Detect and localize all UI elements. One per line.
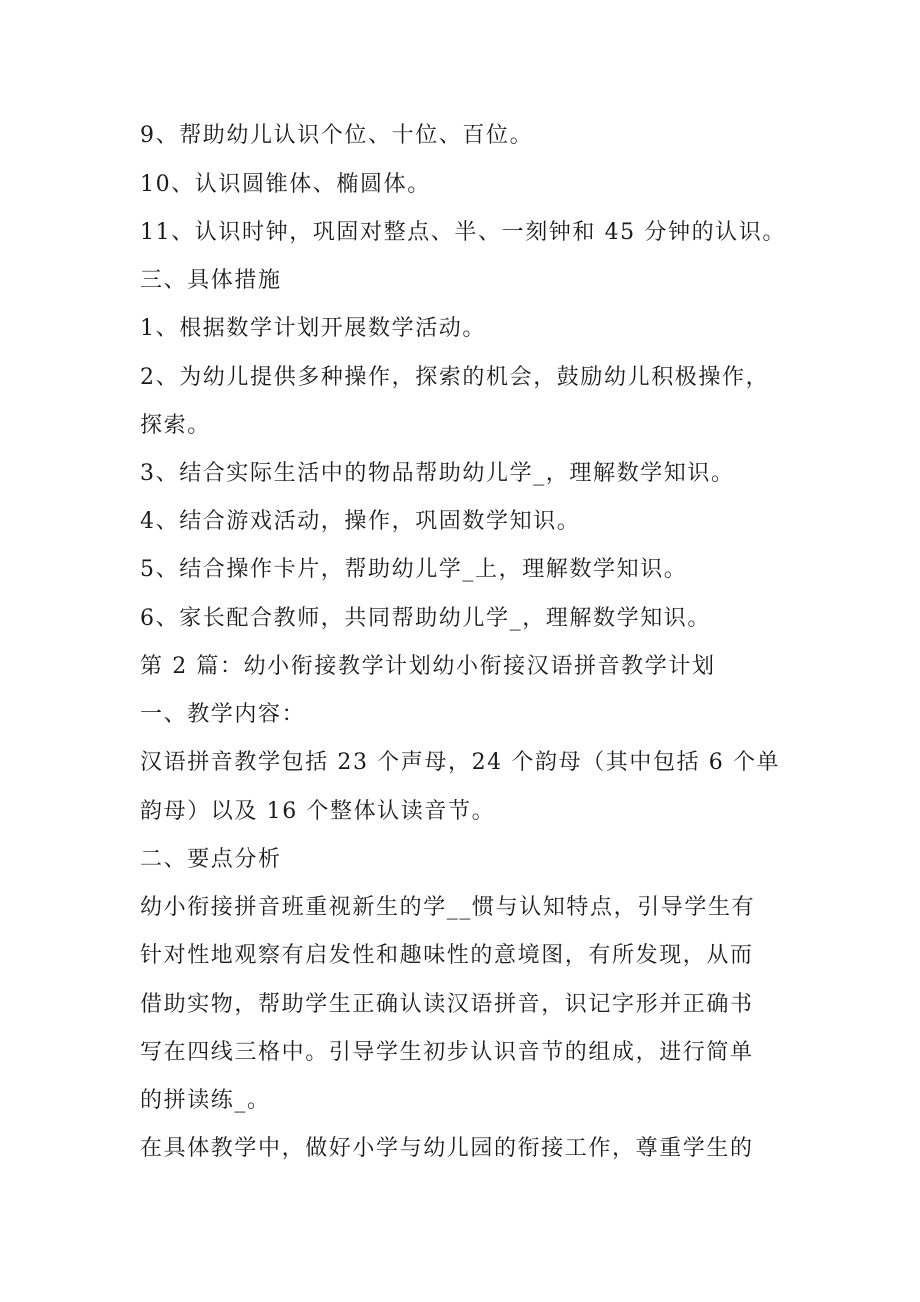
text-line: 6、家长配合教师，共同帮助幼儿学_，理解数学知识。 — [140, 606, 711, 631]
article-title: 第 2 篇：幼小衔接教学计划幼小衔接汉语拼音教学计划 — [140, 654, 716, 679]
section-heading: 二、要点分析 — [140, 847, 282, 872]
text-line: 幼小衔接拼音班重视新生的学__惯与认知特点，引导学生有 — [140, 895, 756, 920]
text-line: 借助实物，帮助学生正确认读汉语拼音，识记字形并正确书 — [140, 992, 754, 1017]
text-line: 5、结合操作卡片，帮助幼儿学_上，理解数学知识。 — [140, 557, 688, 582]
text-line: 汉语拼音教学包括 23 个声母，24 个韵母（其中包括 6 个单 — [140, 750, 781, 775]
text-line: 10、认识圆锥体、椭圆体。 — [140, 172, 431, 197]
text-line: 探索。 — [140, 413, 211, 438]
text-line: 韵母）以及 16 个整体认读音节。 — [140, 799, 496, 824]
section-heading: 一、教学内容： — [140, 702, 306, 727]
text-line: 4、结合游戏活动，操作，巩固数学知识。 — [140, 509, 581, 534]
text-line: 在具体教学中，做好小学与幼儿园的衔接工作，尊重学生的 — [140, 1136, 754, 1161]
text-line: 1、根据数学计划开展数学活动。 — [140, 316, 486, 341]
text-line: 11、认识时钟，巩固对整点、半、一刻钟和 45 分钟的认识。 — [140, 220, 786, 245]
text-line: 写在四线三格中。引导学生初步认识音节的组成，进行简单 — [140, 1040, 754, 1065]
text-line: 9、帮助幼儿认识个位、十位、百位。 — [140, 123, 534, 148]
text-line: 的拼读练_。 — [140, 1088, 271, 1113]
text-line: 2、为幼儿提供多种操作，探索的机会，鼓励幼儿积极操作， — [140, 365, 770, 390]
text-line: 针对性地观察有启发性和趣味性的意境图，有所发现，从而 — [140, 943, 754, 968]
text-line: 3、结合实际生活中的物品帮助幼儿学_，理解数学知识。 — [140, 461, 735, 486]
section-heading: 三、具体措施 — [140, 268, 282, 293]
